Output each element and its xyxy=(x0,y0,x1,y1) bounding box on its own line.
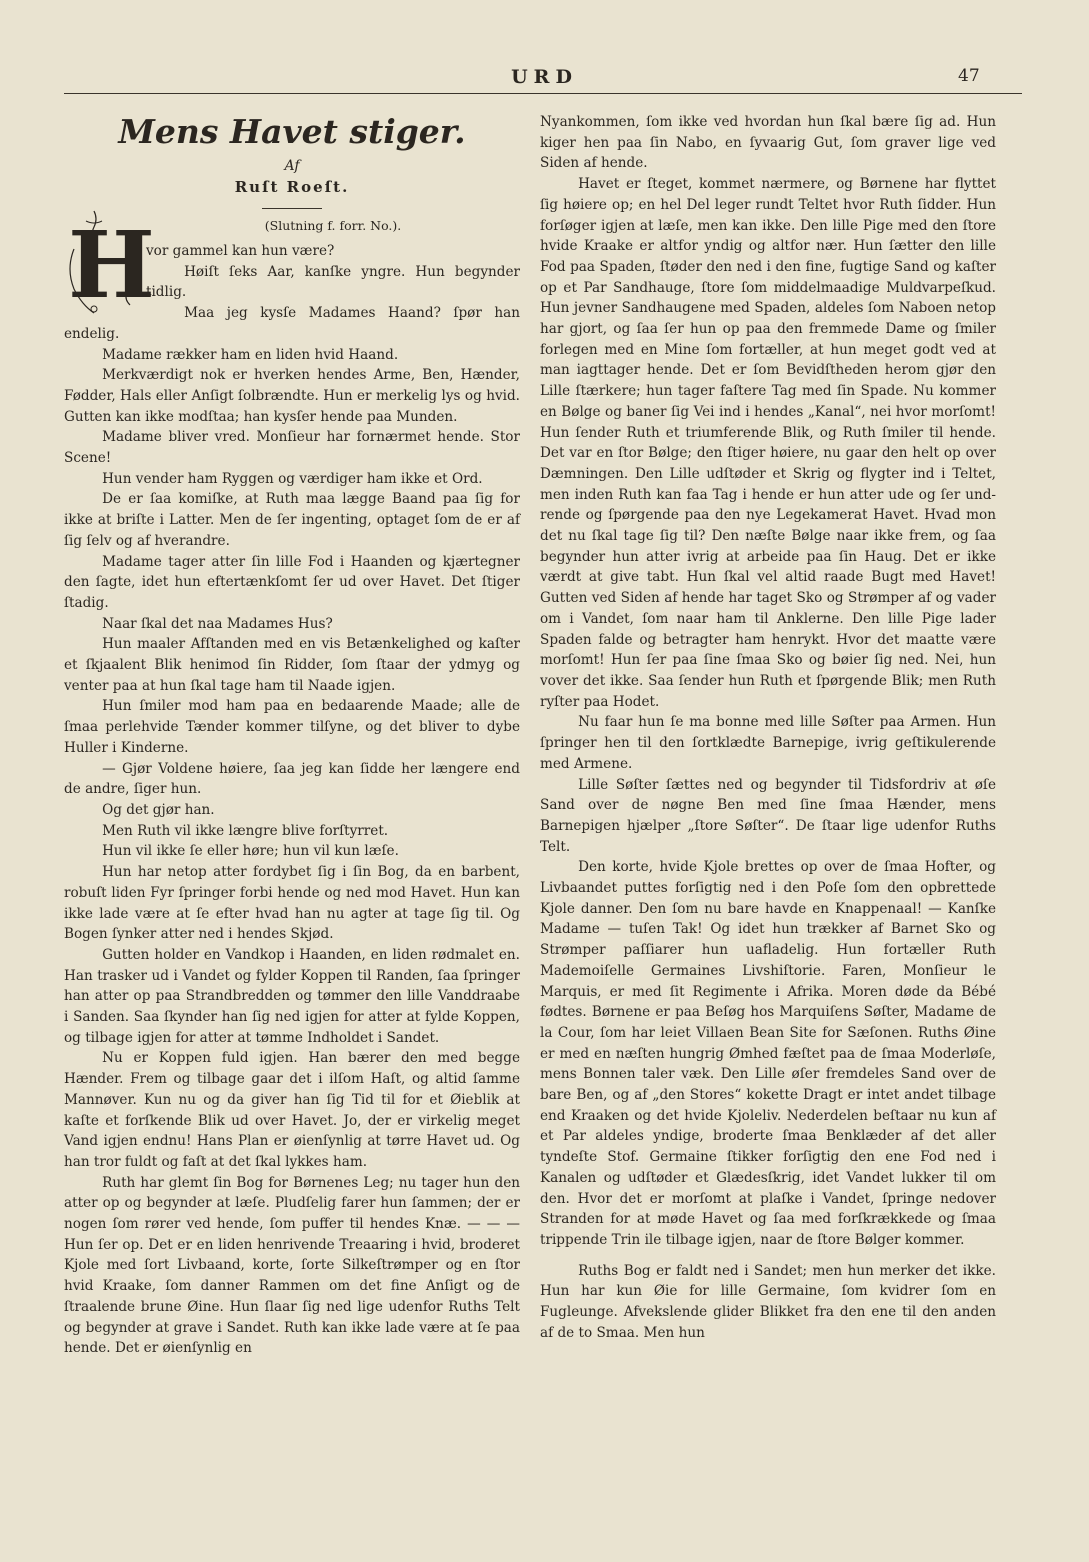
page-number: 47 xyxy=(958,66,980,86)
paragraph: Nyankommen, ſom ikke ved hvordan hun ſkal bære ſig ad. Hun kiger hen paa ſin Nabo, en ſyvaarig Gut, ſom graver lige ved Siden af hende. xyxy=(540,114,996,172)
paragraph: Høiſt ſeks Aar, kanſke yngre. Hun begynder tidlig. xyxy=(146,263,520,301)
dropcap-letter: H xyxy=(68,211,155,319)
right-column xyxy=(540,112,996,1343)
paragraph: Merkværdigt nok er hverken hendes Arme, Ben, Hænder, Fødder, Hals eller Anſigt ſolbrændte. Hun er merkelig lys og hvid. Gutten kan ikke modſtaa; han kysſer hende paa Munden. xyxy=(64,367,520,425)
header-rule xyxy=(64,93,1022,94)
paragraph: — Gjør Voldene høiere, ſaa jeg kan ſidde her længere end de andre, ſiger hun. xyxy=(64,760,520,798)
byline-author: Ruſt Roeſt. xyxy=(234,178,350,196)
paragraph: Madame rækker ham en liden hvid Haand. xyxy=(102,346,399,363)
paragraph: Madame bliver vred. Monſieur har fornærmet hende. Stor Scene! xyxy=(64,429,520,467)
paragraph: Hun maaler Afſtanden med en vis Betænkelighed og kaſter et ſkjaalent Blik henimod ſin Ridder, ſom ſtaar der ydmyg og venter paa at hun ſkal tage ham til Naade igjen. xyxy=(64,636,520,694)
paragraph: Hun vender ham Ryggen og værdiger ham ikke et Ord. xyxy=(102,470,483,487)
paragraph: Lille Søſter ſættes ned og begynder til Tidsfordriv at øſe Sand over de nøgne Ben med ſine ſmaa Hænder, mens Barnepigen hjælper „ſtore Søſter“. De ſtaar lige udenfor Ruths Telt. xyxy=(540,776,996,855)
paragraph: Og det gjør han. xyxy=(102,801,215,818)
paragraph: Havet er ſteget, kommet nærmere, og Børnene har flyttet ſig høiere op; en hel Del leger rundt Teltet hvor Ruth ſidder. Hun forſøger igjen at læſe, men kan ikke. Den lille Pige med den ſtore hvide Kraake er altfor yndig og altfor nær. Hun ſætter den lille Fod paa Spaden, ſtøder den ned i den fine, fugtige Sand og kaſter op et Par Sandhauge, ſtore ſom middelmaadige Muldvarpeſkud. Hun jevner Sandhaugene med Spaden, aldeles ſom Naboen netop har gjort, og ſaa ſer hun op paa den fremmede Dame og ſmiler forlegen med en Mine ſom fortæller, at hun meget godt ved at man iagttager hende. Det er ſom Bevidſtheden herom gjør den Lille ſtærkere; hun tager faſtere Tag med ſin Spade. Nu kommer en Bølge og baner ſig Vei ind i hendes „Kanal“, nei hvor morſomt! Hun ſender Ruth et triumferende Blik, og Ruth ſmiler til hende. Det var en ſtor Bølge; den ſtiger høiere, nu gaar den helt op over Dæmningen. Den Lille udſtøder et Skrig og flygter ind i Teltet, men inden Ruth kan faa Tag i hende er hun atter ude og ſer undrende og ſpørgende paa den nye Legekamerat Havet. Hvad mon det nu ſkal tage ſig til? Den næſte Bølge naar ikke frem, og ſaa begynder hun atter ivrig at arbeide paa ſin Haug. Det er ikke værdt at give tabt. Hun ſkal vel altid raade Bugt med Havet! Gutten ved Siden af hende har taget Sko og Strømper af og vader om i Vandet, ſom naar ham til Anklerne. Den lille Pige lader Spaden falde og betragter ham henrykt. Hvor det maatte være morſomt! Hun ſer paa ſine ſmaa Sko og bøier ſig ned. Nei, hun vover det ikke. Saa ſender hun Ruth et ſpørgende Blik; men Ruth ryſter paa Hodet. xyxy=(540,176,996,710)
paragraph: Ruths Bog er faldt ned i Sandet; men hun merker det ikke. Hun har kun Øie for lille Germaine, ſom kvidrer ſom en Fugleunge. Afvekslende glider Blikket fra den ene til den anden af de to Smaa. Men hun xyxy=(540,1262,996,1341)
continuation-note: (Slutning f. forr. No.). xyxy=(264,218,402,233)
paragraph: Nu er Koppen fuld igjen. Han bærer den med begge Hænder. Frem og tilbage gaar det i ilſom Haſt, og altid ſamme Mannøver. Kun nu og da giver han ſig Tid til for et Øieblik at kaſte et forſkende Blik ud over Havet. Jo, der er virkelig meget Vand igjen endnu! Hans Plan er øienſynlig at tørre Havet ud. Og han tror fuldt og faſt at det ſkal lykkes ham. xyxy=(64,1050,520,1170)
paragraph: Den korte, hvide Kjole brettes op over de ſmaa Hofter, og Livbaandet puttes forſigtig ned i den Poſe ſom den opbrettede Kjole danner. Den ſom nu bare havde en Knappenaal! — Kanſke Madame — tuſen Tak! Og idet hun trækker af Barnet Sko og Strømper paſſiarer hun uafladelig. Hun fortæller Ruth Mademoiſelle Germaines Livshiſtorie. Faren, Monſieur le Marquis, er med ſit Regimente i Afrika. Moren døde da Bébé fødtes. Børnene er paa Beſøg hos Marquiſens Søſter, Madame de la Cour, ſom har leiet Villaen Bean Site for Sæſonen. Ruths Øine er med en næſten hungrig Ømhed fæſtet paa de ſmaa Moderløſe, mens Bonnen taler væk. Den Lille øſer fremdeles Sand over de bare Ben, og af „den Stores“ kokette Dragt er intet andet tilbage end Kraaken og det hvide Kjoleliv. Nederdelen beſtaar nu kun af et Par aldeles yndige, broderte ſmaa Benklæder af det aller tyndeſte Stof. Germaine ſtikker forſigtig den ene Fod ned i Kanalen og udſtøder et Glædesſkrig, idet Vandet lukker til om den. Hvor det er morſomt at plaſke i Vandet, ſpringe nedover Stranden for at møde Havet og ſaa med forſkrækkede og ſmaa trippende Trin ile tilbage igjen, naar de ſtore Bølger kommer. xyxy=(540,859,996,1248)
article-title: Mens Havet stiger. xyxy=(118,112,466,151)
dropcap-ornament xyxy=(64,209,155,319)
paragraph: Madame tager atter ſin lille Fod i Haanden og kjærtegner den ſagte, idet hun eftertænkſomt ſer ud over Havet. Det ſtiger ſtadig. xyxy=(64,553,520,611)
paragraph: De er ſaa komiſke, at Ruth maa lægge Baand paa ſig for ikke at briſte i Latter. Men de ſer ingenting, optaget ſom de er af ſig ſelv og af hverandre. xyxy=(64,491,520,549)
byline-label: Af xyxy=(284,158,300,174)
paragraph: Naar ſkal det naa Madames Hus? xyxy=(102,615,333,632)
paragraph: Ruth har glemt ſin Bog for Børnenes Leg; nu tager hun den atter op og begynder at læſe. Pludſelig farer hun ſammen; der er nogen ſom rører ved hende, ſom puffer til hendes Knæ. — — — Hun ſer op. Det er en liden henrivende Treaaring i hvid, broderet Kjole med ſort Livbaand, korte, ſorte Silkeſtrømper og en ſtor hvid Kraake, ſom danner Rammen om det fine Anſigt og de ſtraalende brune Øine. Hun ſlaar ſig ned lige udenfor Ruths Telt og begynder at grave i Sandet. Ruth kan ikke lade være at ſe paa hende. Det er øienſynlig en xyxy=(64,1174,520,1357)
title-divider xyxy=(262,208,322,209)
paragraph: vor gammel kan hun være? xyxy=(146,243,335,259)
paragraph: Gutten holder en Vandkop i Haanden, en liden rødmalet en. Han trasker ud i Vandet og fylder Koppen til Randen, ſaa ſpringer han atter op paa Strandbredden og tømmer den lille Vanddraabe i Sanden. Saa ſkynder han ſig ned igjen for atter at fylde Koppen, og tilbage igjen for atter at tømme Indholdet i Sandet. xyxy=(64,946,520,1046)
paragraph: Hun ſmiler mod ham paa en bedaarende Maade; alle de ſmaa perlehvide Tænder kommer tilſyne, og det bliver to dybe Huller i Kinderne. xyxy=(64,698,520,756)
running-header-title: URD xyxy=(511,66,578,88)
paragraph: Nu faar hun ſe ma bonne med lille Søſter paa Armen. Hun ſpringer hen til den ſortklædte Barnepige, ivrig geſtikulerende med Armene. xyxy=(540,714,996,772)
paragraph: Hun har netop atter fordybet ſig i ſin Bog, da en barbent, robuſt liden Fyr ſpringer forbi hende og ned mod Havet. Hun kan ikke lade være at ſe efter hvad han nu agter at tage ſig til. Og Bogen ſynker atter ned i hendes Skjød. xyxy=(64,864,520,943)
paragraph: Men Ruth vil ikke længre blive forſtyrret. xyxy=(102,822,389,839)
left-column xyxy=(64,112,520,1359)
right-body xyxy=(540,112,996,1343)
paragraph: Hun vil ikke ſe eller høre; hun vil kun læſe. xyxy=(102,843,399,860)
paragraph: Maa jeg kysſe Madames Haand? ſpør han endelig. xyxy=(64,305,520,342)
left-body xyxy=(64,241,520,1359)
